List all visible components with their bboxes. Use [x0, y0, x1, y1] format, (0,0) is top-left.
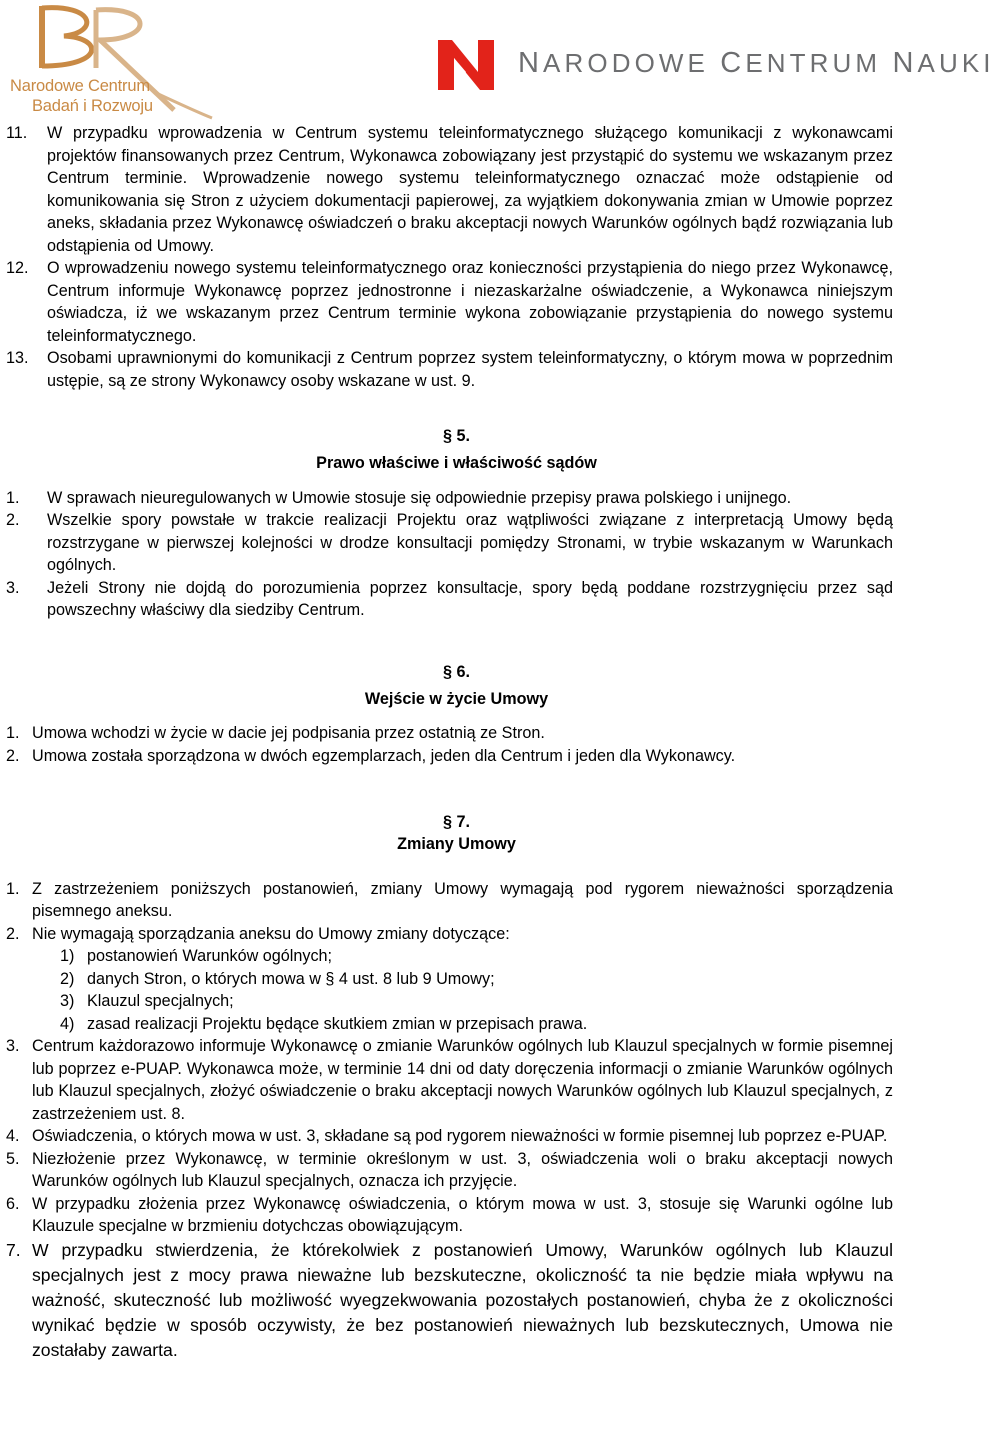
item-number: 2. [6, 746, 20, 765]
item-text: Nie wymagają sporządzania aneksu do Umowy zmiany dotyczące: [32, 924, 510, 943]
sub-item-number: 2) [60, 969, 75, 988]
item-text: Centrum każdorazowo informuje Wykonawcę o zmianie Warunków ogólnych lub Klauzul specjalnych w formie pisemnej lub poprzez e-PUAP. Wykonawca może, w terminie 14 dni od daty doręczenia informacji o zmianie Warunków ogólnych lub Klauzul specjalnych, złożyć oświadczenie o braku akceptacji nowych Warunków ogólnych lub Klauzul specjalnych, z zastrzeżeniem ust. 8. [32, 1037, 893, 1123]
sub-item-text: zasad realizacji Projektu będące skutkiem zmian w przepisach prawa. [87, 1014, 588, 1033]
list-item [6, 347, 893, 392]
item-text: O wprowadzeniu nowego systemu teleinformatycznego oraz konieczności przystąpienia do niego przez Wykonawcę, Centrum informuje Wykonawcę poprzez jednostronne i niezaskarżalne oświadczenie, a Wykonawca niniejszym oświadcza, iż we wskazanym przez Centrum terminie wykona zobowiązanie przystąpienia do nowego systemu teleinformatycznego. [47, 259, 893, 345]
list-item [6, 923, 893, 946]
section-title: Zmiany Umowy [397, 835, 516, 853]
sub-item-text: Klauzul specjalnych; [87, 992, 234, 1010]
item-number: 1. [6, 488, 20, 507]
ncn-emblem-icon [438, 36, 498, 92]
sub-item-number: 4) [60, 1014, 75, 1033]
item-number: 2. [6, 924, 20, 943]
sub-item-number: 1) [60, 947, 75, 965]
list-item [6, 1148, 893, 1193]
item-number: 1. [6, 724, 20, 742]
item-number: 5. [6, 1149, 20, 1168]
item-text: Niezłożenie przez Wykonawcę, w terminie określonym w ust. 3, oświadczenia woli o braku akceptacji nowych Warunków ogólnych lub Klauzul specjalnych, oznacza ich przyjęcie. [32, 1149, 893, 1190]
item-number: 3. [6, 578, 20, 597]
sub-item-text: danych Stron, o których mowa w § 4 ust. 8 lub 9 Umowy; [87, 969, 495, 988]
list-item [6, 487, 893, 510]
item-number: 13. [6, 349, 29, 367]
list-item [6, 257, 893, 347]
list-item [6, 722, 893, 745]
ncbr-line-2: Badań i Rozwoju [32, 97, 153, 115]
item-number: 11. [6, 124, 28, 142]
ncbr-wordmark [10, 76, 210, 116]
item-text: Oświadczenia, o których mowa w ust. 3, składane są pod rygorem nieważności w formie pisemnej lub poprzez e-PUAP. [32, 1127, 888, 1145]
ncbr-line-1: Narodowe Centrum [10, 77, 150, 95]
item-number: 3. [6, 1037, 20, 1055]
section-6-heading [6, 656, 893, 711]
sub-list-item [6, 990, 893, 1013]
sub-list-item [6, 1013, 893, 1036]
item-number: 12. [6, 259, 29, 277]
item-number: 2. [6, 511, 20, 529]
ncn-wordmark: NARODOWE CENTRUM NAUKI [518, 47, 995, 79]
list-item [6, 745, 893, 768]
item-text: Wszelkie spory powstałe w trakcie realizacji Projektu oraz wątpliwości związane z interpretacją Umowy będą rozstrzygane w pierwszej kolejności w drodze konsultacji pomiędzy Stronami, w trybie wskazanym w Warunkach ogólnych. [47, 511, 893, 574]
list-item [6, 1238, 893, 1363]
item-text: Z zastrzeżeniem poniższych postanowień, zmiany Umowy wymagają pod rygorem nieważności sporządzenia pisemnego aneksu. [32, 879, 893, 920]
item-number: 4. [6, 1127, 20, 1145]
item-text: Jeżeli Strony nie dojdą do porozumienia poprzez konsultacje, spory będą poddane rozstrzygnięciu przez sąd powszechny właściwy dla siedziby Centrum. [47, 578, 893, 619]
item-text: W przypadku wprowadzenia w Centrum systemu teleinformatycznego służącego komunikacji z wykonawcami projektów finansowanych przez Centrum, Wykonawca zobowiązany jest przystąpić do systemu we wskazanym przez Centrum terminie. Wprowadzenie nowego systemu teleinformatycznego oznaczać może odstąpienie od komunikowania się Stron z użyciem dokumentacji papierowej, za wyjątkiem dokonywania zmian w Umowie poprzez aneks, składania przez Wykonawcę oświadczeń o braku akceptacji nowych Warunków ogólnych bądź rozwiązania lub odstąpienia od Umowy. [47, 124, 893, 255]
sub-list-item [6, 945, 893, 968]
sub-item-text: postanowień Warunków ogólnych; [87, 947, 333, 965]
item-text: W przypadku złożenia przez Wykonawcę oświadczenia, o którym mowa w ust. 3, stosuje się Warunki ogólne lub Klauzule specjalne w brzmieniu dotychczas obowiązującym. [32, 1194, 893, 1235]
ncbr-logo [4, 2, 214, 120]
list-item [6, 1193, 893, 1238]
section-number: § 7. [442, 813, 470, 831]
item-text: Umowa została sporządzona w dwóch egzemplarzach, jeden dla Centrum i jeden dla Wykonawcy. [32, 746, 736, 765]
item-number: 7. [6, 1239, 21, 1260]
list-item [6, 509, 893, 577]
section-title: Prawo właściwe i właściwość sądów [316, 454, 597, 472]
item-number: 1. [6, 879, 20, 898]
section-title: Wejście w życie Umowy [364, 689, 549, 708]
item-text: Osobami uprawnionymi do komunikacji z Centrum poprzez system teleinformatyczny, o którym mowa w poprzednim ustępie, są ze strony Wykonawcy osoby wskazane w ust. 9. [47, 349, 893, 390]
list-item [6, 878, 893, 923]
list-item [6, 122, 893, 257]
list-item [6, 577, 893, 622]
document-body [6, 122, 893, 1363]
item-text: W przypadku stwierdzenia, że którekolwiek z postanowień Umowy, Warunków ogólnych lub Klauzul specjalnych jest z mocy prawa nieważne lub bezskuteczne, okoliczność ta nie będzie miała wpływu na ważność, skuteczność lub możliwość wyegzekwowania pozostałych postanowień, chyba że z okoliczności wynikać będzie w sposób oczywisty, że bez postanowień nieważnych lub bezskutecznych, Umowa nie zostałaby zawarta. [32, 1239, 893, 1360]
ncn-logo [438, 36, 995, 92]
sub-list-item [6, 968, 893, 991]
item-text: Umowa wchodzi w życie w dacie jej podpisania przez ostatnią ze Stron. [32, 724, 545, 742]
list-item [6, 1125, 893, 1148]
section-5-heading [6, 420, 893, 475]
section-number: § 5. [442, 427, 470, 445]
section-7-heading [6, 811, 893, 856]
list-item [6, 1035, 893, 1125]
section-number: § 6. [442, 662, 470, 681]
sub-item-number: 3) [60, 992, 75, 1010]
item-number: 6. [6, 1194, 20, 1213]
item-text: W sprawach nieuregulowanych w Umowie stosuje się odpowiednie przepisy prawa polskiego i unijnego. [47, 488, 792, 507]
